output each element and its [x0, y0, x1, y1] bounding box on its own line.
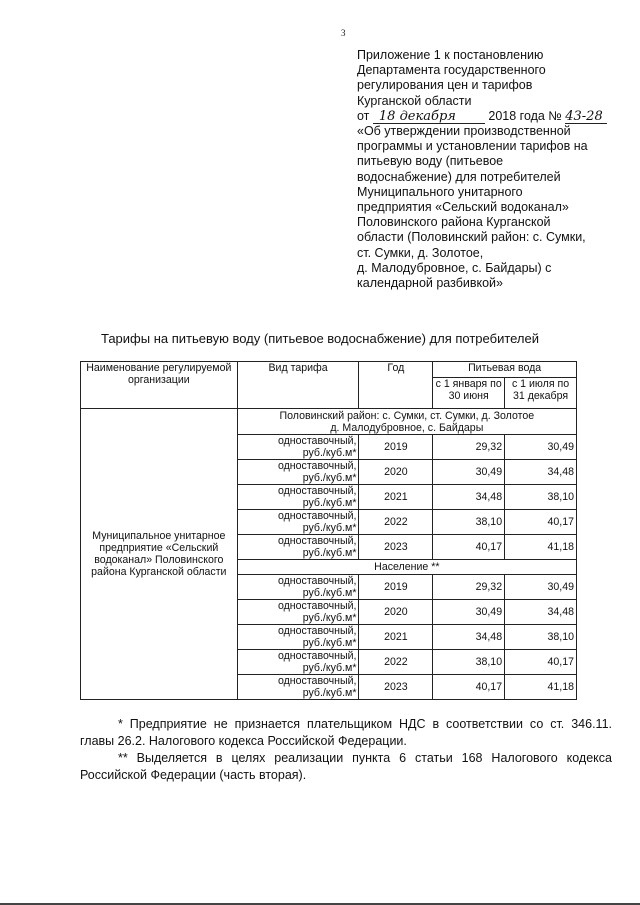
tariff-type-cell: одноставочный, руб./куб.м* — [237, 600, 359, 625]
section-territory-line: Половинский район: с. Сумки, ст. Сумки, д. Золотое — [279, 409, 535, 422]
year-cell: 2022 — [359, 650, 433, 675]
value-cell: 34,48 — [505, 460, 577, 485]
appendix-line: питьевую воду (питьевое — [357, 154, 504, 169]
value-cell: 30,49 — [505, 435, 577, 460]
tariff-type-cell: одноставочный, руб./куб.м* — [237, 460, 359, 485]
value-cell: 38,10 — [505, 625, 577, 650]
value-cell: 29,32 — [433, 575, 505, 600]
appendix-line: ст. Сумки, д. Золотое, — [357, 245, 484, 260]
footnotes — [80, 716, 612, 784]
value-cell: 41,18 — [505, 535, 577, 560]
value-cell: 40,17 — [505, 510, 577, 535]
year-cell: 2023 — [359, 675, 433, 700]
tariff-type-cell: одноставочный, руб./куб.м* — [237, 625, 359, 650]
value-cell: 38,10 — [433, 650, 505, 675]
value-cell: 29,32 — [433, 435, 505, 460]
value-cell: 34,48 — [433, 485, 505, 510]
value-cell: 30,49 — [505, 575, 577, 600]
section-territory-line: д. Малодубровное, с. Байдары — [330, 421, 484, 434]
year-cell: 2020 — [359, 460, 433, 485]
appendix-line: Департамента государственного — [357, 63, 546, 78]
footnote-vat: * Предприятие не признается плательщиком НДС в соответствии со ст. 346.11. главы 26.2. Налогового кодекса Российской Федерации. — [80, 717, 612, 748]
appendix-header — [357, 48, 617, 291]
year-cell: 2019 — [359, 435, 433, 460]
value-cell: 30,49 — [433, 600, 505, 625]
appendix-line: Приложение 1 к постановлению — [357, 48, 544, 62]
header-tariff-type: Вид тарифа — [237, 362, 359, 409]
handwritten-date: 18 декабря — [373, 111, 485, 124]
header-drinking-water: Питьевая вода — [433, 362, 577, 378]
header-period-2: с 1 июля по 31 декабря — [505, 378, 577, 409]
tariff-type-cell: одноставочный, руб./куб.м* — [237, 485, 359, 510]
appendix-line: Курганской области — [357, 93, 472, 108]
value-cell: 30,49 — [433, 460, 505, 485]
value-cell: 34,48 — [505, 600, 577, 625]
year-cell: 2019 — [359, 575, 433, 600]
appendix-line: регулирования цен и тарифов — [357, 78, 533, 93]
tariff-type-cell: одноставочный, руб./куб.м* — [237, 535, 359, 560]
header-year: Год — [359, 362, 433, 409]
value-cell: 40,17 — [505, 650, 577, 675]
year-label: 2018 года № — [488, 108, 562, 123]
value-cell: 34,48 — [433, 625, 505, 650]
tariff-type-cell: одноставочный, руб./куб.м* — [237, 435, 359, 460]
from-label: от — [357, 108, 370, 123]
year-cell: 2021 — [359, 485, 433, 510]
value-cell: 38,10 — [505, 485, 577, 510]
appendix-line: предприятия «Сельский водоканал» — [357, 200, 569, 215]
appendix-line: программы и установлении тарифов на — [357, 139, 588, 154]
value-cell: 38,10 — [433, 510, 505, 535]
tariff-table — [80, 361, 577, 700]
appendix-line: «Об утверждении производственной — [357, 124, 571, 139]
appendix-line: водоснабжение) для потребителей — [357, 169, 561, 184]
appendix-line: д. Малодубровное, с. Байдары) с — [357, 260, 552, 275]
year-cell: 2021 — [359, 625, 433, 650]
year-cell: 2023 — [359, 535, 433, 560]
year-cell: 2020 — [359, 600, 433, 625]
page-number: 3 — [341, 28, 346, 38]
value-cell: 40,17 — [433, 535, 505, 560]
tariff-type-cell: одноставочный, руб./куб.м* — [237, 650, 359, 675]
value-cell: 40,17 — [433, 675, 505, 700]
header-organization: Наименование регулируемой организации — [81, 362, 238, 409]
value-cell: 41,18 — [505, 675, 577, 700]
tariff-type-cell: одноставочный, руб./куб.м* — [237, 675, 359, 700]
section-territory — [237, 409, 576, 435]
handwritten-number: 43-28 — [565, 111, 607, 124]
tariff-type-cell: одноставочный, руб./куб.м* — [237, 575, 359, 600]
year-cell: 2022 — [359, 510, 433, 535]
organization-cell: Муниципальное унитарное предприятие «Сельский водоканал» Половинского района Курганской области — [81, 409, 238, 700]
footnote-population: ** Выделяется в целях реализации пункта 6 статьи 168 Налогового кодекса Российской Федерации (часть вторая). — [80, 751, 612, 782]
table-title: Тарифы на питьевую воду (питьевое водоснабжение) для потребителей — [100, 331, 540, 346]
resolution-date-line — [357, 109, 617, 124]
header-period-1: с 1 января по 30 июня — [433, 378, 505, 409]
appendix-line: Муниципального унитарного — [357, 184, 523, 199]
appendix-line: Половинского района Курганской — [357, 215, 551, 230]
appendix-line: календарной разбивкой» — [357, 276, 503, 291]
section-population: Население ** — [237, 560, 576, 575]
appendix-line: области (Половинский район: с. Сумки, — [357, 230, 586, 245]
tariff-type-cell: одноставочный, руб./куб.м* — [237, 510, 359, 535]
